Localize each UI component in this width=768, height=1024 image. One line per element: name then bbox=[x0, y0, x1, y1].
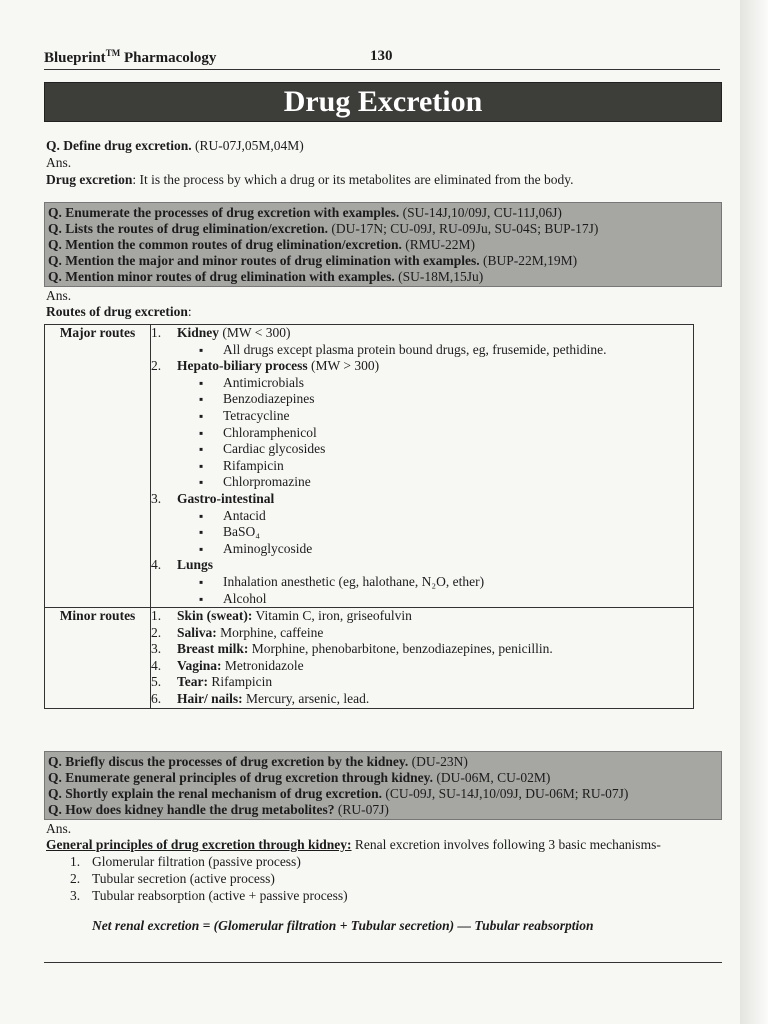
header-divider bbox=[44, 69, 720, 70]
route-example: ▪ Aminoglycoside bbox=[151, 541, 693, 558]
route-example: ▪ Cardiac glycosides bbox=[151, 441, 693, 458]
route-example: ▪ Chlorpromazine bbox=[151, 474, 693, 491]
page-edge bbox=[740, 0, 768, 1024]
answer-label: Ans. bbox=[46, 821, 72, 836]
answer-label: Ans. bbox=[46, 288, 72, 303]
question-item: Q. Enumerate the processes of drug excretion with examples. (SU-14J,10/09J, CU-11J,06J) bbox=[48, 205, 562, 220]
question-item: Q. How does kidney handle the drug metabolites? (RU-07J) bbox=[48, 802, 389, 817]
route-example: ▪ Alcohol bbox=[151, 591, 693, 608]
route-lungs: 4. Lungs bbox=[151, 557, 214, 573]
minor-route: 5. Tear: Rifampicin bbox=[151, 674, 273, 690]
minor-route: 3. Breast milk: Morphine, phenobarbitone, benzodiazepines, penicillin. bbox=[151, 641, 553, 657]
question-box-routes bbox=[44, 202, 722, 287]
route-example: ▪ BaSO₄ bbox=[151, 524, 693, 541]
minor-routes-label: Minor routes bbox=[45, 608, 151, 709]
question-item: Q. Lists the routes of drug elimination/excretion. (DU-17N; CU-09J, RU-09Ju, SU-04S; BUP-17J) bbox=[48, 221, 599, 236]
chapter-title: Drug Excretion bbox=[44, 82, 722, 122]
mechanism-item: 3. Tubular reabsorption (active + passive process) bbox=[70, 888, 348, 903]
route-hepato-biliary: 2. Hepato-biliary process (MW > 300) bbox=[151, 358, 380, 374]
route-gastro-intestinal: 3. Gastro-intestinal bbox=[151, 490, 275, 506]
major-routes-row bbox=[45, 325, 694, 608]
question-item: Q. Mention the common routes of drug elimination/excretion. (RMU-22M) bbox=[48, 237, 475, 252]
book-title: Blueprint™ Pharmacology bbox=[44, 48, 217, 66]
question-item: Q. Shortly explain the renal mechanism of drug excretion. (CU-09J, SU-14J,10/09J, DU-06M; RU-07J) bbox=[48, 786, 629, 801]
question-item: Q. Enumerate general principles of drug excretion through kidney. (DU-06M, CU-02M) bbox=[48, 770, 551, 785]
mechanism-item: 1. Glomerular filtration (passive process) bbox=[70, 854, 301, 869]
page-number: 130 bbox=[370, 48, 393, 64]
running-header bbox=[44, 48, 724, 68]
minor-routes-list bbox=[151, 608, 694, 709]
route-kidney: 1. Kidney (MW < 300) bbox=[151, 325, 291, 340]
excretion-definition: Drug excretion: It is the process by which a drug or its metabolites are eliminated from the body. bbox=[46, 172, 574, 187]
routes-table bbox=[44, 324, 694, 709]
route-example: ▪ All drugs except plasma protein bound drugs, eg, frusemide, pethidine. bbox=[151, 342, 693, 359]
route-example: ▪ Antimicrobials bbox=[151, 375, 693, 392]
major-routes-label: Major routes bbox=[45, 325, 151, 608]
net-renal-excretion-formula: Net renal excretion = (Glomerular filtration + Tubular secretion) — Tubular reabsorption bbox=[92, 918, 594, 933]
question-item: Q. Mention the major and minor routes of drug elimination with examples. (BUP-22M,19M) bbox=[48, 253, 578, 268]
answer-label: Ans. bbox=[46, 155, 72, 170]
route-example: ▪ Rifampicin bbox=[151, 458, 693, 475]
minor-routes-row bbox=[45, 608, 694, 709]
route-example: ▪ Antacid bbox=[151, 508, 693, 525]
question-box-kidney bbox=[44, 751, 722, 820]
footer-divider bbox=[44, 962, 722, 963]
routes-table-heading: Routes of drug excretion: bbox=[46, 304, 192, 319]
major-routes-list bbox=[151, 325, 694, 608]
route-example: ▪ Tetracycline bbox=[151, 408, 693, 425]
route-example: ▪ Inhalation anesthetic (eg, halothane, N₂O, ether) bbox=[151, 574, 693, 591]
minor-route: 6. Hair/ nails: Mercury, arsenic, lead. bbox=[151, 691, 370, 707]
minor-route: 1. Skin (sweat): Vitamin C, iron, griseofulvin bbox=[151, 608, 412, 624]
renal-principles: General principles of drug excretion through kidney: Renal excretion involves following 3 basic mechanisms- bbox=[46, 837, 661, 852]
minor-route: 2. Saliva: Morphine, caffeine bbox=[151, 624, 324, 640]
route-example: ▪ Chloramphenicol bbox=[151, 425, 693, 442]
question-define-excretion: Q. Define drug excretion. (RU-07J,05M,04M) bbox=[46, 138, 304, 153]
mechanism-item: 2. Tubular secretion (active process) bbox=[70, 871, 275, 886]
minor-route: 4. Vagina: Metronidazole bbox=[151, 657, 304, 673]
question-item: Q. Briefly discus the processes of drug excretion by the kidney. (DU-23N) bbox=[48, 754, 468, 769]
question-item: Q. Mention minor routes of drug elimination with examples. (SU-18M,15Ju) bbox=[48, 269, 484, 284]
route-example: ▪ Benzodiazepines bbox=[151, 391, 693, 408]
